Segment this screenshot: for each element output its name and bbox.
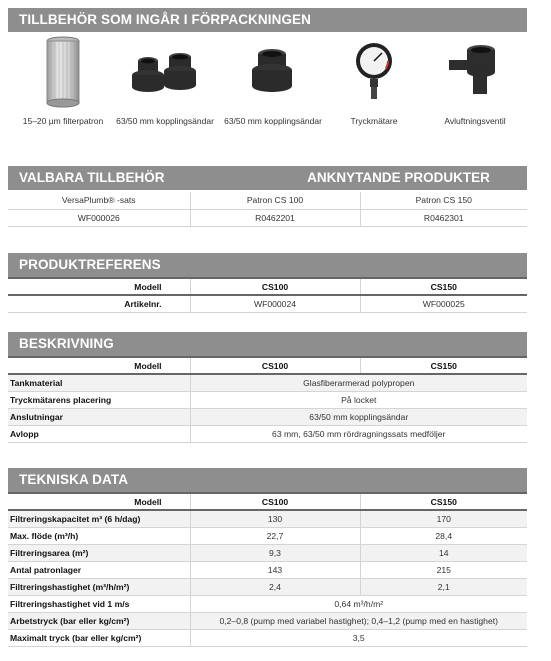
table-cell: R0462201	[190, 209, 360, 226]
table-header-row	[8, 493, 527, 510]
table-cell: 2,1	[360, 578, 527, 595]
table-row	[8, 527, 527, 544]
table-cell: 63/50 mm kopplingsändar	[190, 408, 527, 425]
table-row-label: Filtreringshastighet (m³/h/m²)	[8, 578, 190, 595]
table-header-row	[8, 278, 527, 295]
table-row-label: Tryckmätarens placering	[8, 391, 190, 408]
table-row-label: Antal patronlager	[8, 561, 190, 578]
table-cell: Patron CS 100	[190, 192, 360, 209]
table-row-label: Artikelnr.	[8, 295, 190, 312]
accessory-item	[319, 36, 429, 126]
accessories-row	[8, 36, 527, 136]
table-cell: 22,7	[190, 527, 360, 544]
accessory-label: 63/50 mm kopplingsändar	[116, 116, 214, 126]
accessory-item	[218, 36, 328, 126]
table-header-row	[8, 357, 527, 374]
table-cell: På locket	[190, 391, 527, 408]
table-row	[8, 629, 527, 646]
table-header-cell: CS150	[360, 357, 527, 374]
table-row	[8, 408, 527, 425]
table-row	[8, 544, 527, 561]
table-row-label: Filtreringshastighet vid 1 m/s	[8, 595, 190, 612]
table-cell: WF000026	[8, 209, 190, 226]
table-row-label: Filtreringsarea (m²)	[8, 544, 190, 561]
table-header-cell: CS100	[190, 357, 360, 374]
table-row-label: Arbetstryck (bar eller kg/cm²)	[8, 612, 190, 629]
table-cell: Patron CS 150	[360, 192, 527, 209]
coupling-end-single-icon	[218, 36, 328, 108]
table-cell: 2,4	[190, 578, 360, 595]
table-cell: Glasfiberarmerad polypropen	[190, 374, 527, 391]
section-header-optional: VALBARA TILLBEHÖR	[8, 166, 270, 190]
table-row-label: Max. flöde (m³/h)	[8, 527, 190, 544]
table-row	[8, 510, 527, 527]
table-row	[8, 374, 527, 391]
table-cell: WF000024	[190, 295, 360, 312]
optional-accessories-table	[8, 192, 527, 227]
air-relief-valve-icon	[420, 36, 530, 108]
section-header-product-ref: PRODUKTREFERENS	[8, 253, 527, 277]
table-row-label: Maximalt tryck (bar eller kg/cm²)	[8, 629, 190, 646]
table-cell: VersaPlumb® -sats	[8, 192, 190, 209]
table-cell: 170	[360, 510, 527, 527]
table-row-label: Tankmaterial	[8, 374, 190, 391]
table-cell: 3,5	[190, 629, 527, 646]
accessory-item	[420, 36, 530, 126]
table-row	[8, 561, 527, 578]
table-header-cell: CS150	[360, 493, 527, 510]
table-row	[8, 595, 527, 612]
table-cell: 143	[190, 561, 360, 578]
accessory-label: 15–20 µm filterpatron	[22, 116, 104, 126]
section-header-description: BESKRIVNING	[8, 332, 527, 356]
description-table	[8, 356, 527, 443]
table-cell: 130	[190, 510, 360, 527]
table-row-label: Avlopp	[8, 425, 190, 442]
table-row	[8, 425, 527, 442]
accessory-label: 63/50 mm kopplingsändar	[224, 116, 322, 126]
table-cell: WF000025	[360, 295, 527, 312]
table-cell: 0,64 m³/h/m²	[190, 595, 527, 612]
table-header-cell: CS100	[190, 278, 360, 295]
table-row	[8, 578, 527, 595]
table-row	[8, 209, 527, 226]
section-header-related: ANKNYTANDE PRODUKTER	[270, 166, 527, 190]
table-header-cell: Modell	[8, 278, 190, 295]
table-header-cell: CS100	[190, 493, 360, 510]
table-header-cell: CS150	[360, 278, 527, 295]
product-reference-table	[8, 277, 527, 313]
accessory-item	[8, 36, 118, 126]
table-cell: R0462301	[360, 209, 527, 226]
table-row-label: Filtreringskapacitet m³ (6 h/dag)	[8, 510, 190, 527]
pressure-gauge-icon	[319, 36, 429, 108]
table-cell: 0,2–0,8 (pump med variabel hastighet); 0,4–1,2 (pump med en hastighet)	[190, 612, 527, 629]
accessory-item	[110, 36, 220, 126]
technical-data-table	[8, 492, 527, 647]
table-cell: 63 mm, 63/50 mm rördragningssats medföljer	[190, 425, 527, 442]
table-row-label: Anslutningar	[8, 408, 190, 425]
accessory-label: Avluftningsventil	[444, 116, 506, 126]
accessory-label: Tryckmätare	[350, 116, 398, 126]
table-row	[8, 192, 527, 209]
table-cell: 14	[360, 544, 527, 561]
section-header-included: TILLBEHÖR SOM INGÅR I FÖRPACKNINGEN	[8, 8, 527, 32]
table-cell: 215	[360, 561, 527, 578]
table-row	[8, 612, 527, 629]
table-header-cell: Modell	[8, 357, 190, 374]
table-header-cell: Modell	[8, 493, 190, 510]
coupling-ends-pair-icon	[110, 36, 220, 108]
table-cell: 28,4	[360, 527, 527, 544]
table-cell: 9,3	[190, 544, 360, 561]
table-row	[8, 391, 527, 408]
table-row	[8, 295, 527, 312]
section-header-technical: TEKNISKA DATA	[8, 468, 527, 492]
filter-cartridge-icon	[8, 36, 118, 108]
